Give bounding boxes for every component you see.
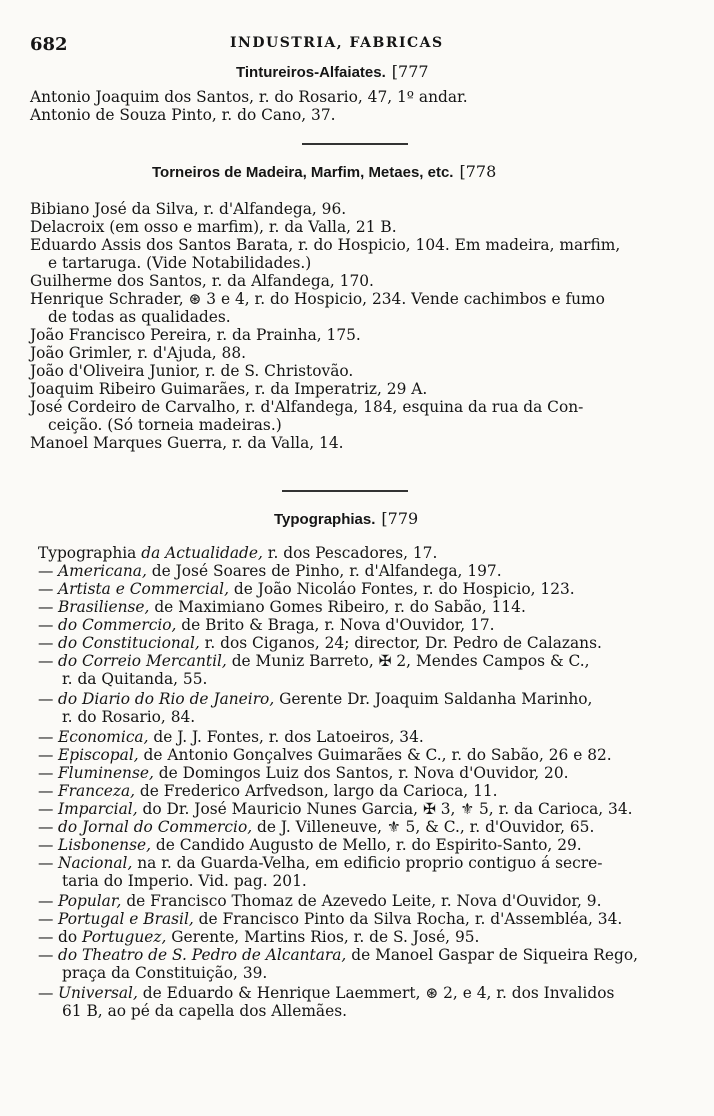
- list-item: Antonio de Souza Pinto, r. do Cano, 37.: [30, 106, 336, 124]
- list-item: — Fluminense, de Domingos Luiz dos Santos, r. Nova d'Ouvidor, 20.: [38, 764, 569, 782]
- list-item: Bibiano José da Silva, r. d'Alfandega, 96.: [30, 200, 347, 218]
- list-item: 61 B, ao pé da capella dos Allemães.: [62, 1002, 347, 1020]
- list-item: — Brasiliense, de Maximiano Gomes Ribeiro, r. do Sabão, 114.: [38, 598, 526, 616]
- list-item: — Franceza, de Frederico Arfvedson, largo da Carioca, 11.: [38, 782, 498, 800]
- list-item: João Francisco Pereira, r. da Prainha, 175.: [30, 326, 361, 344]
- list-item: taria do Imperio. Vid. pag. 201.: [62, 872, 307, 890]
- list-item: Manoel Marques Guerra, r. da Valla, 14.: [30, 434, 344, 452]
- page-header: [30, 34, 684, 58]
- section-heading-tintureiros: Tintureiros-Alfaiates. [777: [236, 62, 429, 81]
- section-heading-typographias: Typographias. [779: [274, 509, 419, 528]
- list-item: Delacroix (em osso e marfim), r. da Valla, 21 B.: [30, 218, 397, 236]
- list-item: — do Correio Mercantil, de Muniz Barreto, ✠ 2, Mendes Campos & C.,: [38, 652, 590, 670]
- list-item: — do Commercio, de Brito & Braga, r. Nova d'Ouvidor, 17.: [38, 616, 495, 634]
- list-item: r. da Quitanda, 55.: [62, 670, 208, 688]
- list-item: Typographia da Actualidade, r. dos Pescadores, 17.: [38, 544, 438, 562]
- list-item: — Episcopal, de Antonio Gonçalves Guimarães & C., r. do Sabão, 26 e 82.: [38, 746, 612, 764]
- list-item: Henrique Schrader, ⊛ 3 e 4, r. do Hospicio, 234. Vende cachimbos e fumo: [30, 290, 605, 308]
- list-item: Antonio Joaquim dos Santos, r. do Rosario, 47, 1º andar.: [30, 88, 468, 106]
- list-item: — Popular, de Francisco Thomaz de Azevedo Leite, r. Nova d'Ouvidor, 9.: [38, 892, 602, 910]
- list-item: — do Diario do Rio de Janeiro, Gerente Dr. Joaquim Saldanha Marinho,: [38, 690, 593, 708]
- list-item: — Artista e Commercial, de João Nicoláo Fontes, r. do Hospicio, 123.: [38, 580, 575, 598]
- page-number: 682: [30, 34, 68, 55]
- list-item: Eduardo Assis dos Santos Barata, r. do Hospicio, 104. Em madeira, marfim,: [30, 236, 621, 254]
- list-item: José Cordeiro de Carvalho, r. d'Alfandega, 184, esquina da rua da Con-: [30, 398, 584, 416]
- list-item: — do Theatro de S. Pedro de Alcantara, de Manoel Gaspar de Siqueira Rego,: [38, 946, 638, 964]
- list-item: — do Portuguez, Gerente, Martins Rios, r. de S. José, 95.: [38, 928, 480, 946]
- running-head: INDUSTRIA, FABRICAS: [230, 35, 444, 51]
- section-divider: [302, 143, 408, 145]
- list-item: de todas as qualidades.: [48, 308, 231, 326]
- section-heading-torneiros: Torneiros de Madeira, Marfim, Metaes, etc. [778: [152, 162, 497, 181]
- list-item: Joaquim Ribeiro Guimarães, r. da Imperatriz, 29 A.: [30, 380, 428, 398]
- list-item: ceição. (Só torneia madeiras.): [48, 416, 282, 434]
- list-item: João d'Oliveira Junior, r. de S. Christovão.: [30, 362, 354, 380]
- list-item: praça da Constituição, 39.: [62, 964, 268, 982]
- list-item: — do Jornal do Commercio, de J. Villeneuve, ⚜ 5, & C., r. d'Ouvidor, 65.: [38, 818, 595, 836]
- section-divider: [282, 490, 408, 492]
- list-item: r. do Rosario, 84.: [62, 708, 196, 726]
- list-item: — Portugal e Brasil, de Francisco Pinto da Silva Rocha, r. d'Assembléa, 34.: [38, 910, 623, 928]
- list-item: — Universal, de Eduardo & Henrique Laemmert, ⊛ 2, e 4, r. dos Invalidos: [38, 984, 615, 1002]
- list-item: — Imparcial, do Dr. José Mauricio Nunes Garcia, ✠ 3, ⚜ 5, r. da Carioca, 34.: [38, 800, 633, 818]
- list-item: — Americana, de José Soares de Pinho, r. d'Alfandega, 197.: [38, 562, 502, 580]
- list-item: — Lisbonense, de Candido Augusto de Mello, r. do Espirito-Santo, 29.: [38, 836, 582, 854]
- list-item: Guilherme dos Santos, r. da Alfandega, 170.: [30, 272, 374, 290]
- list-item: — Nacional, na r. da Guarda-Velha, em edificio proprio contiguo á secre-: [38, 854, 603, 872]
- list-item: e tartaruga. (Vide Notabilidades.): [48, 254, 312, 272]
- list-item: — Economica, de J. J. Fontes, r. dos Latoeiros, 34.: [38, 728, 424, 746]
- list-item: João Grimler, r. d'Ajuda, 88.: [30, 344, 247, 362]
- list-item: — do Constitucional, r. dos Ciganos, 24; director, Dr. Pedro de Calazans.: [38, 634, 602, 652]
